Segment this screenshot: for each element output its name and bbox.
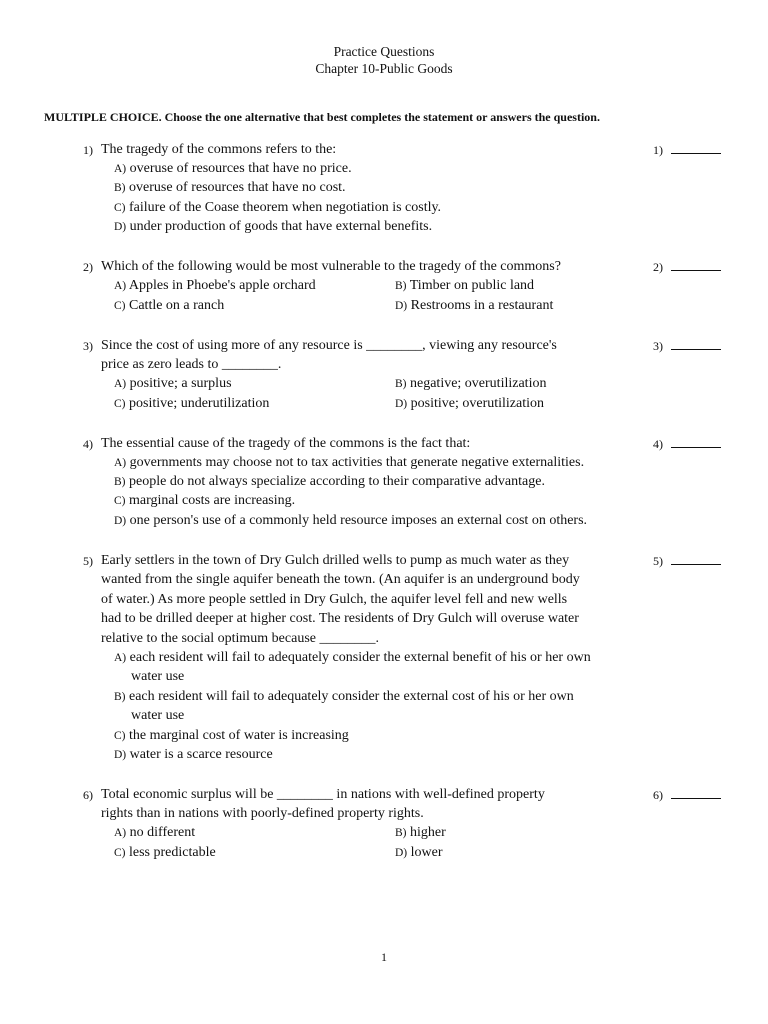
answer-number: 6) xyxy=(653,788,663,802)
question-stem-line5: relative to the social optimum because ________. xyxy=(101,631,379,646)
question-stem: The essential cause of the tragedy of the commons is the fact that: xyxy=(101,436,471,451)
answer-number: 2) xyxy=(653,260,663,274)
answer-blank xyxy=(671,798,721,799)
answer-number: 1) xyxy=(653,143,663,157)
question-stem-line4: had to be drilled deeper at higher cost. The residents of Dry Gulch will overuse water xyxy=(101,611,579,626)
option-d: D) one person's use of a commonly held resource imposes an external cost on others. xyxy=(114,513,588,528)
question-stem: The tragedy of the commons refers to the: xyxy=(101,142,337,157)
question-stem-line3: of water.) As more people settled in Dry Gulch, the aquifer level fell and new wells xyxy=(101,592,568,607)
question-stem: Which of the following would be most vulnerable to the tragedy of the commons? xyxy=(101,259,561,274)
answer-blank xyxy=(671,349,721,350)
option-d: D) water is a scarce resource xyxy=(114,747,273,762)
question-number: 4) xyxy=(83,437,93,451)
option-b: B) each resident will fail to adequately consider the external cost of his or her own xyxy=(114,689,574,704)
question-number: 2) xyxy=(83,260,93,274)
option-a: A) governments may choose not to tax activities that generate negative externalities. xyxy=(114,455,585,470)
option-a: A) overuse of resources that have no price. xyxy=(114,161,352,176)
question-stem-line2: rights than in nations with poorly-defined property rights. xyxy=(101,806,424,821)
question-stem-line2: wanted from the single aquifer beneath the town. (An aquifer is an underground body xyxy=(101,572,580,587)
question-number: 3) xyxy=(83,339,93,353)
answer-number: 3) xyxy=(653,339,663,353)
option-b-continuation: water use xyxy=(131,708,185,723)
option-c: C) the marginal cost of water is increasing xyxy=(114,728,349,743)
option-b: B) higher xyxy=(395,825,446,840)
question-number: 5) xyxy=(83,554,93,568)
header-title: Practice Questions xyxy=(333,44,435,59)
option-a: A) positive; a surplus xyxy=(114,376,232,391)
answer-blank xyxy=(671,447,721,448)
question-number: 6) xyxy=(83,788,93,802)
header-chapter: Chapter 10-Public Goods xyxy=(315,61,453,76)
option-b: B) overuse of resources that have no cost. xyxy=(114,180,346,195)
option-d: D) Restrooms in a restaurant xyxy=(395,298,554,313)
option-d: D) under production of goods that have external benefits. xyxy=(114,219,433,234)
answer-blank xyxy=(671,270,721,271)
option-d: D) positive; overutilization xyxy=(395,396,545,411)
option-c: C) less predictable xyxy=(114,845,216,860)
option-a: A) each resident will fail to adequately consider the external benefit of his or her own xyxy=(114,650,591,665)
option-a: A) no different xyxy=(114,825,196,840)
option-c: C) Cattle on a ranch xyxy=(114,298,225,313)
question-stem-line1: Total economic surplus will be ________ in nations with well-defined property xyxy=(101,787,545,802)
option-c: C) positive; underutilization xyxy=(114,396,270,411)
answer-blank xyxy=(671,153,721,154)
answer-number: 4) xyxy=(653,437,663,451)
option-b: B) negative; overutilization xyxy=(395,376,547,391)
option-b: B) Timber on public land xyxy=(395,278,535,293)
question-stem-line1: Since the cost of using more of any resource is ________, viewing any resource's xyxy=(101,338,557,353)
option-d: D) lower xyxy=(395,845,443,860)
answer-blank xyxy=(671,564,721,565)
section-heading: MULTIPLE CHOICE. Choose the one alternative that best completes the statement or answers the question. xyxy=(44,110,600,124)
option-a: A) Apples in Phoebe's apple orchard xyxy=(114,278,316,293)
question-stem-line1: Early settlers in the town of Dry Gulch drilled wells to pump as much water as they xyxy=(101,553,570,568)
page-number: 1 xyxy=(381,950,387,964)
option-c: C) failure of the Coase theorem when negotiation is costly. xyxy=(114,200,442,215)
option-c: C) marginal costs are increasing. xyxy=(114,493,296,508)
option-b: B) people do not always specialize according to their comparative advantage. xyxy=(114,474,545,489)
answer-number: 5) xyxy=(653,554,663,568)
question-stem-line2: price as zero leads to ________. xyxy=(101,357,282,372)
question-number: 1) xyxy=(83,143,93,157)
option-a-continuation: water use xyxy=(131,669,185,684)
page-header xyxy=(0,43,768,77)
